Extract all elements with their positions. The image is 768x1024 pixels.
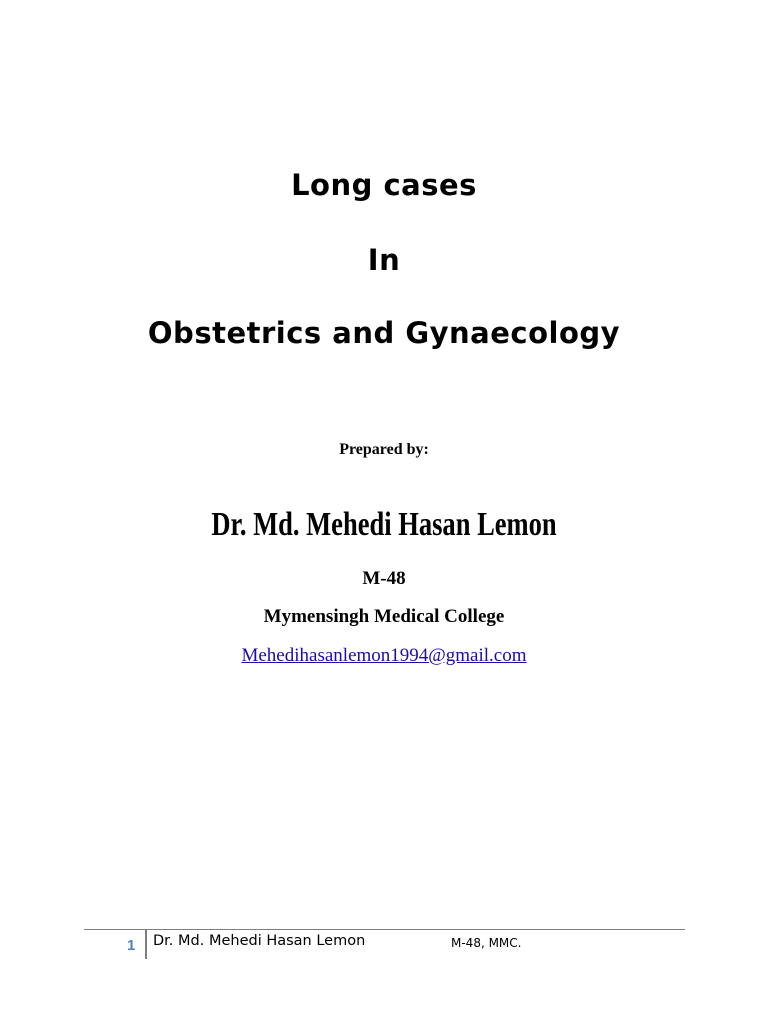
title-line-1: Long cases <box>291 168 477 202</box>
footer-divider <box>84 929 685 930</box>
footer-author: Dr. Md. Mehedi Hasan Lemon <box>153 933 366 949</box>
page-number: 1 <box>127 937 136 954</box>
author-name: Dr. Md. Mehedi Hasan Lemon <box>211 506 557 543</box>
author-code: M-48 <box>362 568 406 589</box>
email-link[interactable]: Mehedihasanlemon1994@gmail.com <box>241 645 527 666</box>
footer-code: M-48, MMC. <box>451 936 522 950</box>
college-name: Mymensingh Medical College <box>263 606 505 627</box>
title-line-3: Obstetrics and Gynaecology <box>147 316 621 350</box>
footer-vertical-divider <box>145 930 147 959</box>
prepared-by-label: Prepared by: <box>339 441 429 458</box>
title-line-2: In <box>367 243 401 277</box>
